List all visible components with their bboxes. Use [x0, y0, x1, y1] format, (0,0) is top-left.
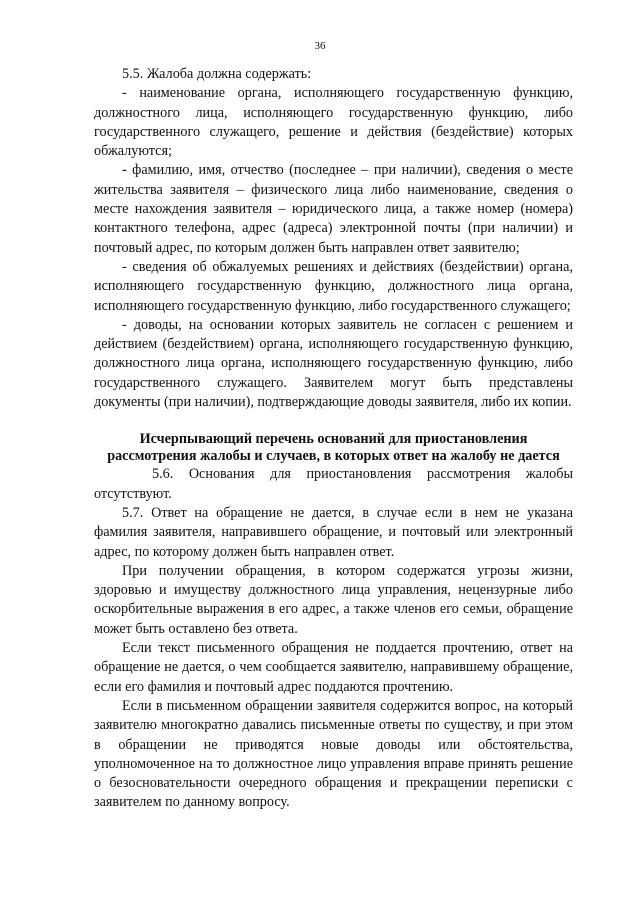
section-5-7-paragraph: Если в письменном обращении заявителя содержится вопрос, на который заявителю многократно давались письменные ответы по существу, и при этом в обращении не приводятся новые доводы или обстоятельства, уполномоченное на то должностное лицо управления вправе принять решение о безосновательности очередного обращения и прекращении переписки с заявителем по данному вопросу.	[94, 697, 573, 811]
spacer	[94, 412, 573, 431]
section-5-5-item: - сведения об обжалуемых решениях и действиях (бездействии) органа, исполняющего государственную функцию, должностного лица органа, исполняющего государственную функцию, либо государственного служащего;	[94, 258, 573, 314]
section-heading	[94, 431, 573, 465]
section-5-7-paragraph: При получении обращения, в котором содержатся угрозы жизни, здоровью и имуществу должностного лица управления, нецензурные либо оскорбительные выражения в его адрес, а также членов его семьи, обращение может быть оставлено без ответа.	[94, 562, 573, 637]
section-5-5-item: - наименование органа, исполняющего государственную функцию, должностного лица, исполняющего государственную функцию, либо государственного служащего, решение и действия (бездействие) которых обжалуются;	[94, 85, 573, 160]
section-5-6-text: 5.6. Основания для приостановления рассмотрения жалобы	[152, 466, 573, 483]
section-5-5-item: - доводы, на основании которых заявитель не согласен с решением и действием (бездействием) органа, исполняющего государственную функцию, должностного лица органа, исполняющего государственную функцию, либо государственного служащего. Заявителем могут быть представлены документы (при наличии), подтверждающие доводы заявителя, либо их копии.	[94, 316, 573, 411]
section-5-5-title: 5.5. Жалоба должна содержать:	[122, 66, 312, 82]
section-5-6	[94, 465, 573, 484]
section-5-5-item: - фамилию, имя, отчество (последнее – при наличии), сведения о месте жительства заявителя – физического лица либо наименование, сведения о месте нахождения заявителя – юридического лица, а также номер (номера) контактного телефона, адрес (адреса) электронной почты (при наличии) и почтовый адрес, по которым должен быть направлен ответ заявителю;	[94, 162, 573, 256]
section-heading-line: Исчерпывающий перечень оснований для приостановления	[139, 431, 528, 448]
document-body	[94, 65, 573, 813]
page-number: 36	[314, 40, 326, 52]
section-5-7-paragraph: Если текст письменного обращения не поддается прочтению, ответ на обращение не дается, о чем сообщается заявителю, направившему обращение, если его фамилия и почтовый адрес поддаются прочтению.	[94, 640, 573, 695]
section-5-7-paragraph: 5.7. Ответ на обращение не дается, в случае если в нем не указана фамилия заявителя, направившего обращение, и почтовый или электронный адрес, по которому должен быть направлен ответ.	[94, 504, 573, 560]
section-heading-line: рассмотрения жалобы и случаев, в которых ответ на жалобу не дается	[107, 448, 560, 465]
section-5-6-text-cont: отсутствуют.	[94, 485, 172, 502]
